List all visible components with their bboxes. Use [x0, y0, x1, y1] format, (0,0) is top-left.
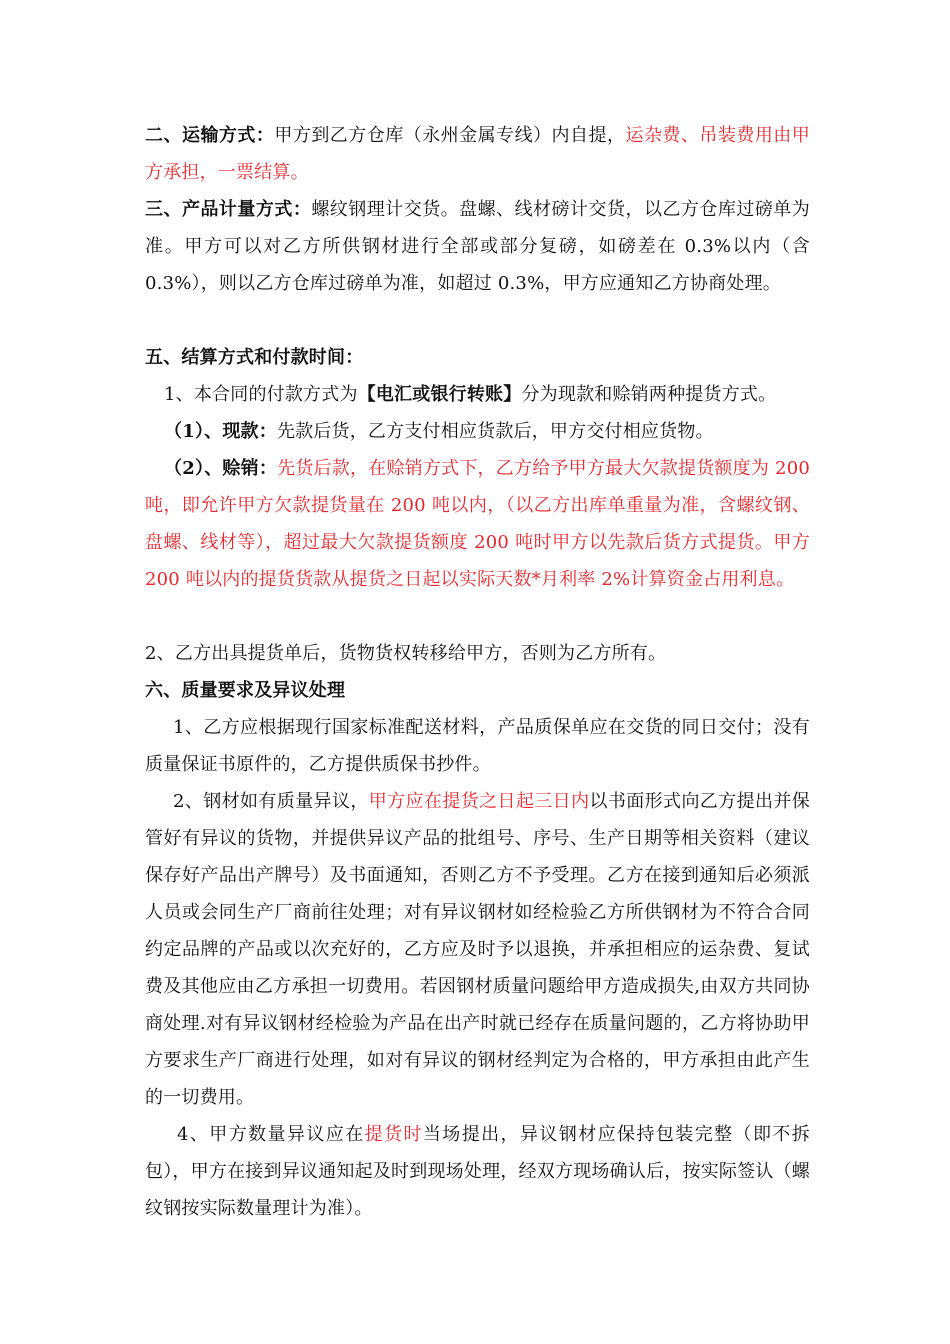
quality-item-2-post: 以书面形式向乙方提出并保管好有异议的货物，并提供异议产品的批组号、序号、生产日期等相关资料（建议保存好产品出产牌号）及书面通知，否则乙方不予受理。乙方在接到通知后必须派人员或会同生产厂商前往处理；对有异议钢材如经检验乙方所供钢材为不符合合同约定品牌的产品或以次充好的，乙方应及时予以退换，并承担相应的运杂费、复试费及其他应由乙方承担一切费用。若因钢材质量问题给甲方造成损失,由双方共同协商处理.对有异议钢材经检验为产品在出产时就已经存在质量问题的，乙方将协助甲方要求生产厂商进行处理，如对有异议的钢材经判定为合格的，甲方承担由此产生的一切费用。 [145, 791, 810, 1108]
section-quality-heading: 六、质量要求及异议处理 [145, 680, 346, 701]
section-transport [145, 117, 810, 191]
section-transport-text: 甲方到乙方仓库（永州金属专线）内自提， [274, 125, 626, 146]
section-transport-red-text: 运杂费、吊装费用由甲方承担，一票结算。 [145, 125, 810, 183]
settlement-credit [145, 450, 810, 598]
quality-item-4-pre: 4、甲方数量异议应在 [177, 1124, 365, 1145]
quality-item-4-post: 当场提出，异议钢材应保持包装完整（即不拆包），甲方在接到异议通知起及时到现场处理，经双方现场确认后，按实际签认（螺纹钢按实际数量理计为准）。 [145, 1124, 811, 1219]
settlement-item-1 [164, 376, 810, 413]
quality-item-2-pre: 2、钢材如有质量异议， [173, 791, 369, 812]
quality-item-1-text: 1、乙方应根据现行国家标准配送材料，产品质保单应在交货的同日交付；没有质量保证书原件的，乙方提供质保书抄件。 [145, 717, 810, 775]
quality-item-1 [145, 709, 810, 783]
section-transport-heading: 二、运输方式： [145, 125, 275, 146]
section-measurement-text: 螺纹钢理计交货。盘螺、线材磅计交货，以乙方仓库过磅单为准。甲方可以对乙方所供钢材进行全部或部分复磅，如磅差在 0.3%以内（含 0.3%），则以乙方仓库过磅单为准，如超过 0.3%，甲方应通知乙方协商处理。 [145, 199, 810, 294]
settlement-cash-label: （1）、现款： [164, 421, 277, 442]
settlement-item-1-pre: 1、本合同的付款方式为 [164, 384, 358, 405]
quality-item-2 [145, 783, 810, 1116]
quality-item-2-red: 甲方应在提货之日起三日内 [368, 791, 590, 812]
section-measurement-heading: 三、产品计量方式： [145, 199, 312, 220]
section-measurement [145, 191, 810, 302]
section-settlement-heading: 五、结算方式和付款时间： [145, 347, 364, 368]
settlement-cash [164, 413, 810, 450]
settlement-item-2: 2、乙方出具提货单后，货物货权转移给甲方，否则为乙方所有。 [145, 643, 667, 664]
quality-item-4-red: 提货时 [364, 1124, 423, 1145]
settlement-item-1-post: 分为现款和赊销两种提货方式。 [521, 384, 777, 405]
payment-method-bold: 【电汇或银行转账】 [357, 384, 522, 405]
settlement-cash-text: 先款后货，乙方支付相应货款后，甲方交付相应货物。 [276, 421, 714, 442]
settlement-credit-text: 先货后款，在赊销方式下，乙方给予甲方最大欠款提货额度为 200 吨，即允许甲方欠款提货量在 200 吨以内，（以乙方出库单重量为准，含螺纹钢、盘螺、线材等），超过最大欠款提货额度 200 吨时甲方以先款后货方式提货。甲方 200 吨以内的提货货款从提货之日起以实际天数*月利率 2%计算资金占用利息。 [145, 458, 810, 590]
quality-item-4 [145, 1116, 810, 1227]
settlement-credit-label: （2）、赊销： [164, 458, 278, 479]
